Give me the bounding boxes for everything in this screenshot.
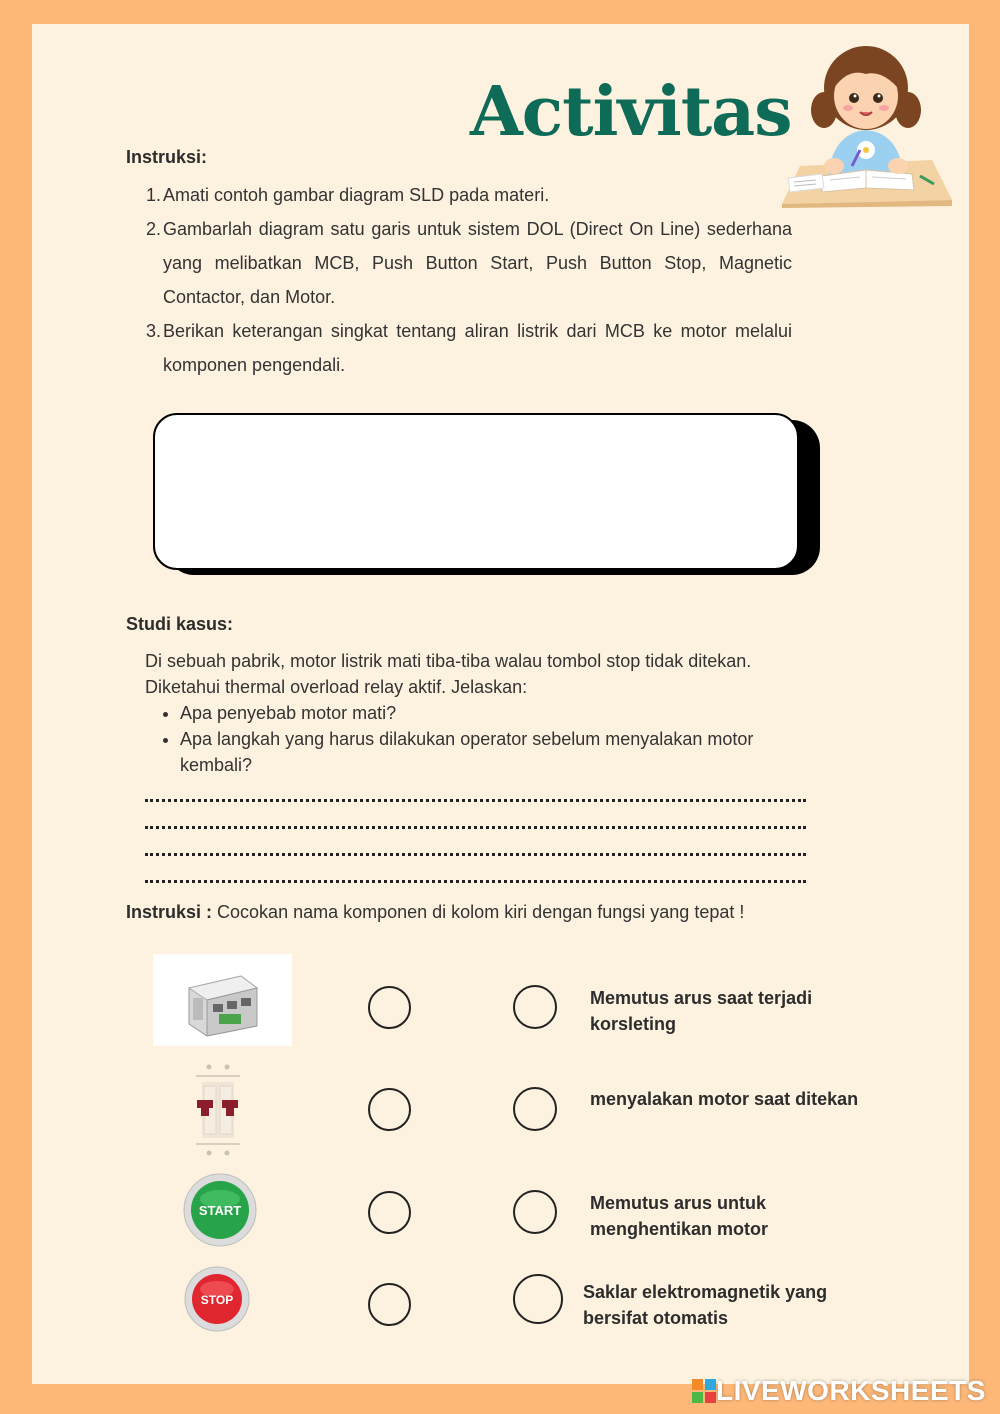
item-text: Gambarlah diagram satu garis untuk sistem DOL (Direct On Line) sederhana yang melibatkan MCB, Push Button Start, Push Button Stop, Magnetic Contactor, dan Motor. [163,219,792,307]
start-button-image [183,1173,257,1247]
function-text-3 [590,1190,768,1242]
list-item: • Apa langkah yang harus dilakukan operator sebelum menyalakan motor kembali? [180,726,760,778]
liveworksheets-logo-icon [692,1379,716,1403]
match-dot-left-2[interactable] [368,1088,411,1131]
answer-line[interactable] [145,853,806,856]
instructions-heading: Instruksi: [126,147,208,167]
match-dot-left-4[interactable] [368,1283,411,1326]
answer-line[interactable] [145,826,806,829]
case-line-1: Di sebuah pabrik, motor listrik mati tiba-tiba walau tombol stop tidak ditekan. [145,651,752,671]
page-title: Activitas [470,72,792,152]
function-line: bersifat otomatis [583,1308,729,1328]
answer-line[interactable] [145,880,806,883]
function-line: Memutus arus saat terjadi [590,988,813,1008]
case-line-2: Diketahui thermal overload relay aktif. Jelaskan: [145,677,528,697]
matching-instruction [126,902,744,923]
function-line: menyalakan motor saat ditekan [590,1089,859,1109]
match-dot-right-4[interactable] [513,1274,563,1324]
list-item [146,212,792,314]
matching-text: Cocokan nama komponen di kolom kiri dengan fungsi yang tepat ! [212,902,745,922]
start-label: START [198,1203,242,1218]
match-dot-right-3[interactable] [513,1190,557,1234]
list-item [146,178,792,212]
answer-line[interactable] [145,799,806,802]
function-text-1 [590,985,812,1037]
match-dot-left-3[interactable] [368,1191,411,1234]
function-line: korsleting [590,1014,677,1034]
list-item [146,314,792,382]
item-text: Amati contoh gambar diagram SLD pada materi. [163,185,550,205]
function-line: menghentikan motor [590,1219,769,1239]
stop-label: STOP [200,1293,234,1307]
match-dot-right-1[interactable] [513,985,557,1029]
stop-button-image [184,1266,250,1332]
item-number: 1. [146,185,162,205]
contactor-image [153,954,292,1046]
function-text-2 [590,1086,858,1112]
match-dot-left-1[interactable] [368,986,411,1029]
case-questions [145,700,805,778]
item-number: 3. [146,321,162,341]
diagram-answer-box[interactable] [153,413,799,570]
case-study-text [145,648,805,778]
liveworksheets-watermark [692,1374,986,1408]
case-study-heading: Studi kasus: [126,614,234,634]
instructions-list [146,178,792,382]
girl-studying-illustration [782,38,954,208]
function-line: Memutus arus untuk [590,1193,767,1213]
watermark-text: LIVEWORKSHEETS [716,1375,986,1406]
list-item: • Apa penyebab motor mati? [180,700,805,726]
item-number: 2. [146,219,162,239]
match-dot-right-2[interactable] [513,1087,557,1131]
mcb-image [188,1062,248,1158]
matching-heading: Instruksi : [126,902,213,922]
function-text-4 [583,1279,827,1331]
function-line: Saklar elektromagnetik yang [583,1282,828,1302]
item-text: Berikan keterangan singkat tentang aliran listrik dari MCB ke motor melalui komponen pengendali. [163,321,792,375]
